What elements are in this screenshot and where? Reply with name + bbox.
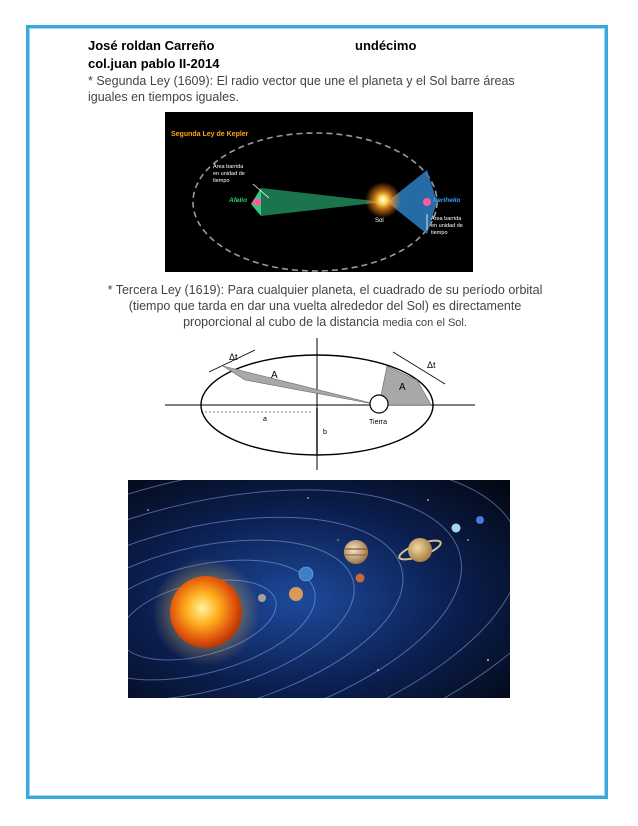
mars-icon <box>356 574 365 583</box>
second-law-line2: iguales en tiempos iguales. <box>88 90 239 104</box>
neptune-icon <box>476 516 484 524</box>
third-law-line3 <box>70 314 580 331</box>
area-left-label: A <box>271 370 278 381</box>
area-label-left-2: en unidad de <box>213 171 245 177</box>
third-law-line2: (tiempo que tarda en dar una vuelta alrededor del Sol) es directamente <box>128 299 522 313</box>
area-right-label: A <box>399 382 406 393</box>
area-label-left-3: tiempo <box>213 178 230 184</box>
planet-perihelion-icon <box>423 198 431 206</box>
orbit-area-diagram <box>165 338 475 470</box>
school-label: col.juan pablo II-2014 <box>88 56 220 71</box>
mercury-icon <box>258 594 266 602</box>
earth-icon <box>299 567 313 581</box>
area-label-right-2: en unidad de <box>431 223 463 229</box>
third-law-line3-small: media con el Sol. <box>382 317 467 329</box>
third-law-line3-main: proporcional al cubo de la distancia <box>183 315 383 329</box>
solar-system-image <box>128 480 510 698</box>
kepler-second-law-figure <box>165 112 473 272</box>
area-label-right-1: Área barrida <box>431 216 462 222</box>
venus-icon <box>289 587 303 601</box>
earth-label: Tierra <box>369 419 388 426</box>
sun-label: Sol <box>375 218 384 224</box>
area-label-right-3: tiempo <box>431 230 448 236</box>
perihelion-label: Perihelio <box>433 197 461 204</box>
jupiter-icon <box>344 540 368 564</box>
area-label-left-1: Área barrida <box>213 164 244 170</box>
delta-t-left: Δt <box>229 352 238 362</box>
figure-title: Segunda Ley de Kepler <box>171 131 249 138</box>
planet-aphelion-icon <box>253 198 261 206</box>
earth-icon <box>370 395 388 413</box>
delta-t-right: Δt <box>427 360 436 370</box>
second-law-line1: * Segunda Ley (1609): El radio vector que une el planeta y el Sol barre áreas <box>88 74 515 88</box>
semi-major-label: a <box>263 416 267 423</box>
aphelion-label: Afelio <box>229 197 248 204</box>
grade-label: undécimo <box>355 38 417 53</box>
uranus-icon <box>452 524 461 533</box>
semi-minor-label: b <box>323 429 327 436</box>
saturn-icon <box>408 538 432 562</box>
third-law-line1: * Tercera Ley (1619): Para cualquier planeta, el cuadrado de su período orbital <box>107 283 543 297</box>
author-name: José roldan Carreño <box>88 38 215 53</box>
sun-icon <box>170 576 242 648</box>
sun-icon <box>365 182 401 218</box>
